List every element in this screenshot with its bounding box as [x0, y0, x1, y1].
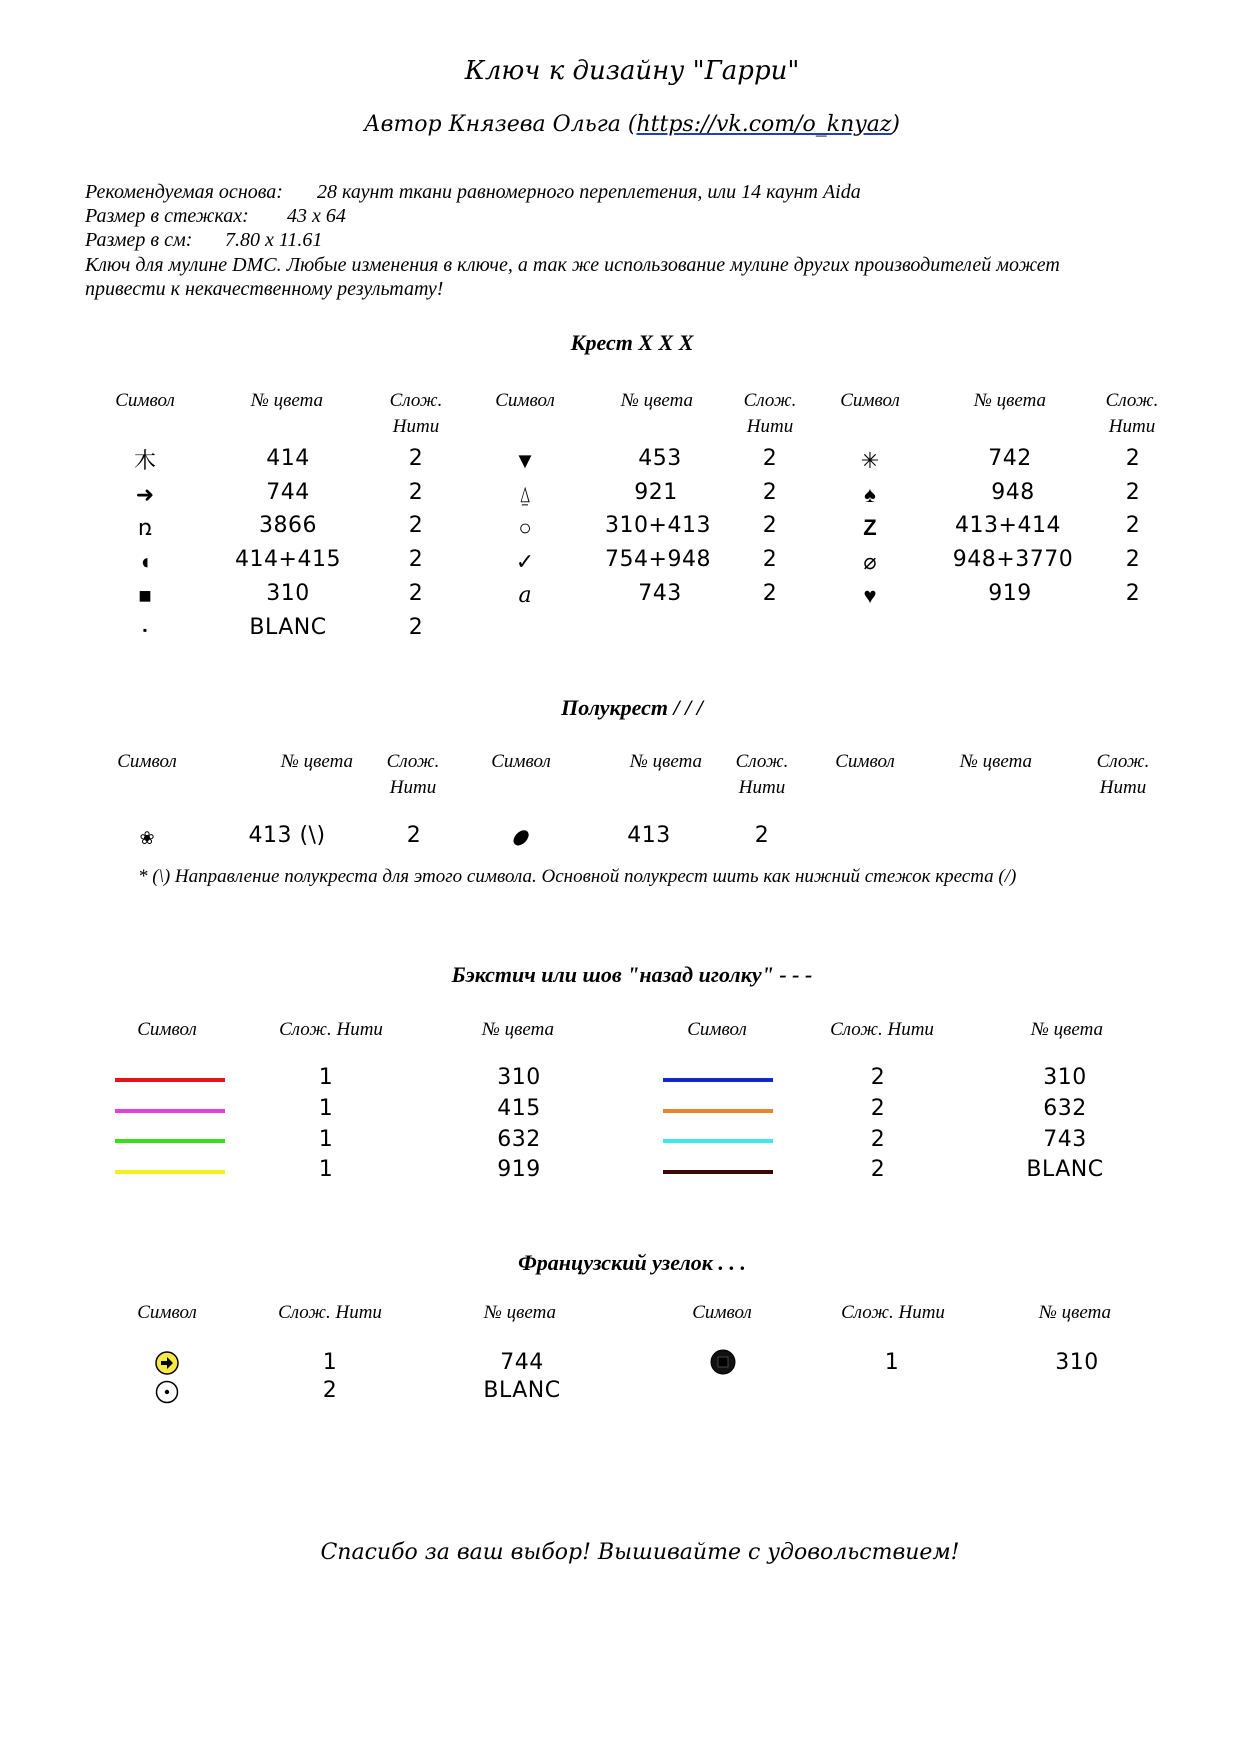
bs-header-symbol-1: Символ	[137, 1019, 197, 1040]
cross-strands: 2	[408, 513, 424, 538]
cross-color: 921	[634, 480, 678, 505]
size-stitches-value: 43 x 64	[287, 205, 346, 227]
bs-header-strands-1: Слож. Нити	[279, 1019, 383, 1040]
intro-fabric	[85, 180, 861, 204]
cross-strands: 2	[762, 513, 778, 538]
yellow-arrow-knot-icon	[155, 1351, 179, 1375]
backstitch-line	[115, 1078, 225, 1082]
cross-color: 414+415	[235, 547, 341, 572]
author-link[interactable]: https://vk.com/o_knyaz	[636, 112, 892, 137]
arrow-right-icon: ➜	[135, 482, 155, 507]
half-header-strands-3: Слож. Нити	[1096, 751, 1150, 798]
bs-color: 415	[497, 1096, 541, 1121]
fk-strands: 1	[884, 1350, 900, 1375]
fabric-value: 28 каунт ткани равномерного переплетения, или 14 каунт Aida	[317, 181, 861, 203]
spade-icon: ♠	[864, 482, 876, 507]
asterisk-icon: ✳	[860, 448, 880, 473]
bs-header-color-1: № цвета	[481, 1019, 555, 1040]
size-stitches-label: Размер в стежках:	[85, 205, 249, 227]
intro-size-stitches	[85, 204, 346, 228]
backstitch-line	[115, 1139, 225, 1143]
heart-icon: ♥	[863, 583, 877, 608]
backstitch-line	[663, 1170, 773, 1174]
cross-strands: 2	[408, 615, 424, 640]
cross-strands: 2	[408, 446, 424, 471]
thanks-message: Спасибо за ваш выбор! Вышивайте с удовольствием!	[320, 1540, 960, 1565]
author-suffix: )	[891, 112, 901, 137]
bs-strands: 2	[870, 1157, 886, 1182]
cross-strands: 2	[762, 581, 778, 606]
bs-strands: 2	[870, 1127, 886, 1152]
fk-strands: 1	[322, 1350, 338, 1375]
cross-color: 414	[266, 446, 310, 471]
fk-header-strands-1: Слож. Нити	[278, 1302, 382, 1323]
bs-strands: 1	[318, 1096, 334, 1121]
cross-strands: 2	[408, 480, 424, 505]
half-header-color-1: № цвета	[280, 751, 354, 772]
french-section-title: Французский узелок . . .	[518, 1250, 746, 1275]
cross-strands: 2	[1125, 446, 1141, 471]
half-strands: 2	[754, 823, 770, 848]
cross-header-color-3: № цвета	[973, 390, 1047, 411]
half-color: 413	[627, 823, 671, 848]
half-header-strands-2: Слож. Нити	[735, 751, 789, 798]
cross-header-symbol-3: Символ	[840, 390, 900, 411]
fk-header-color-2: № цвета	[1038, 1302, 1112, 1323]
bs-header-color-2: № цвета	[1030, 1019, 1104, 1040]
half-header-strands-1: Слож. Нити	[386, 751, 440, 798]
cross-color: 742	[988, 446, 1032, 471]
tree-icon: ⽊	[133, 448, 156, 473]
backstitch-line	[663, 1109, 773, 1113]
cross-header-symbol-2: Символ	[495, 390, 555, 411]
backstitch-section-title: Бэкстич или шов "назад иголку" - - -	[451, 962, 813, 987]
fabric-label: Рекомендуемая основа:	[85, 181, 283, 203]
cross-strands: 2	[762, 446, 778, 471]
checkmark-icon: ✓	[515, 549, 535, 574]
bs-header-symbol-2: Символ	[687, 1019, 747, 1040]
quarter-circle-icon: ◖	[138, 549, 152, 574]
bs-color: 632	[497, 1127, 541, 1152]
half-strands: 2	[406, 823, 422, 848]
cross-header-strands-3: Слож. Нити	[1105, 390, 1159, 437]
half-header-symbol-1: Символ	[117, 751, 177, 772]
cross-strands: 2	[1125, 513, 1141, 538]
size-cm-value: 7.80 x 11.61	[225, 229, 323, 251]
fk-color: 310	[1055, 1350, 1099, 1375]
cross-header-strands-2: Слож. Нити	[743, 390, 797, 437]
half-color: 413 (\)	[248, 823, 326, 848]
cross-strands: 2	[762, 480, 778, 505]
cross-color: 743	[638, 581, 682, 606]
paperclip-icon: ⌀	[863, 549, 877, 574]
backstitch-line	[663, 1139, 773, 1143]
cross-header-color-2: № цвета	[620, 390, 694, 411]
bs-strands: 1	[318, 1065, 334, 1090]
size-cm-label: Размер в см:	[85, 229, 193, 251]
backstitch-line	[115, 1170, 225, 1174]
down-triangle-icon: ▼	[514, 448, 536, 473]
cross-color: 919	[988, 581, 1032, 606]
cross-color: BLANC	[249, 615, 327, 640]
cross-strands: 2	[408, 581, 424, 606]
cross-color: 413+414	[955, 513, 1061, 538]
cross-strands: 2	[1125, 480, 1141, 505]
fk-header-strands-2: Слож. Нити	[841, 1302, 945, 1323]
intro-note-line2: привести к некачественному результату!	[85, 278, 444, 300]
bs-strands: 2	[870, 1065, 886, 1090]
script-a-icon: a	[518, 583, 532, 608]
fk-color: BLANC	[483, 1378, 561, 1403]
cross-section-title: Крест X X X	[570, 330, 694, 355]
bs-header-strands-2: Слож. Нити	[830, 1019, 934, 1040]
cross-header-symbol-1: Символ	[115, 390, 175, 411]
fk-header-symbol-1: Символ	[137, 1302, 197, 1323]
small-dot-icon: ▪	[142, 623, 148, 637]
circle-outline-icon: ○	[518, 515, 532, 540]
pill-icon: ⬮	[507, 823, 536, 852]
flower-icon: ❀	[139, 828, 155, 848]
bs-color: 310	[497, 1065, 541, 1090]
half-header-color-3: № цвета	[959, 751, 1033, 772]
black-square-icon: ■	[138, 583, 152, 608]
half-note: * (\) Направление полукреста для этого символа. Основной полукрест шить как нижний стежок креста (/)	[138, 866, 1017, 887]
bs-color: 743	[1043, 1127, 1087, 1152]
fk-strands: 2	[322, 1378, 338, 1403]
bs-color: BLANC	[1026, 1157, 1104, 1182]
cross-color: 754+948	[605, 547, 711, 572]
white-dot-knot-icon	[155, 1380, 179, 1404]
author-prefix: Автор Князева Ольга (	[363, 112, 637, 137]
cross-header-color-1: № цвета	[250, 390, 324, 411]
fk-header-color-1: № цвета	[483, 1302, 557, 1323]
cross-color: 310+413	[605, 513, 711, 538]
backstitch-line	[115, 1109, 225, 1113]
cross-color: 310	[266, 581, 310, 606]
bs-color: 632	[1043, 1096, 1087, 1121]
tent-triangle-icon: ⍙	[518, 482, 532, 507]
cross-color: 744	[266, 480, 310, 505]
page-title: Ключ к дизайну "Гарри"	[464, 56, 800, 86]
cross-color: 948+3770	[952, 547, 1074, 572]
black-square-knot-icon	[710, 1349, 736, 1375]
half-header-symbol-3: Символ	[835, 751, 895, 772]
bs-strands: 2	[870, 1096, 886, 1121]
cross-strands: 2	[1125, 581, 1141, 606]
author-line	[364, 112, 900, 137]
bs-strands: 1	[318, 1127, 334, 1152]
bs-color: 919	[497, 1157, 541, 1182]
intro-size-cm	[85, 228, 322, 252]
fk-color: 744	[500, 1350, 544, 1375]
cross-color: 3866	[259, 513, 317, 538]
backstitch-line	[663, 1078, 773, 1082]
bs-color: 310	[1043, 1065, 1087, 1090]
cross-header-strands-1: Слож. Нити	[389, 390, 443, 437]
cross-color: 948	[991, 480, 1035, 505]
z-letter-icon: Z	[863, 515, 877, 540]
intro-note-line1: Ключ для мулине DMC. Любые изменения в ключе, а так же использование мулине других производителей может	[85, 254, 1060, 276]
half-header-color-2: № цвета	[629, 751, 703, 772]
cross-strands: 2	[762, 547, 778, 572]
half-header-symbol-2: Символ	[491, 751, 551, 772]
cross-strands: 2	[1125, 547, 1141, 572]
fk-header-symbol-2: Символ	[692, 1302, 752, 1323]
n-letter-icon: ռ	[137, 515, 153, 540]
bs-strands: 1	[318, 1157, 334, 1182]
cross-color: 453	[638, 446, 682, 471]
half-section-title: Полукрест / / /	[561, 695, 703, 720]
cross-strands: 2	[408, 547, 424, 572]
